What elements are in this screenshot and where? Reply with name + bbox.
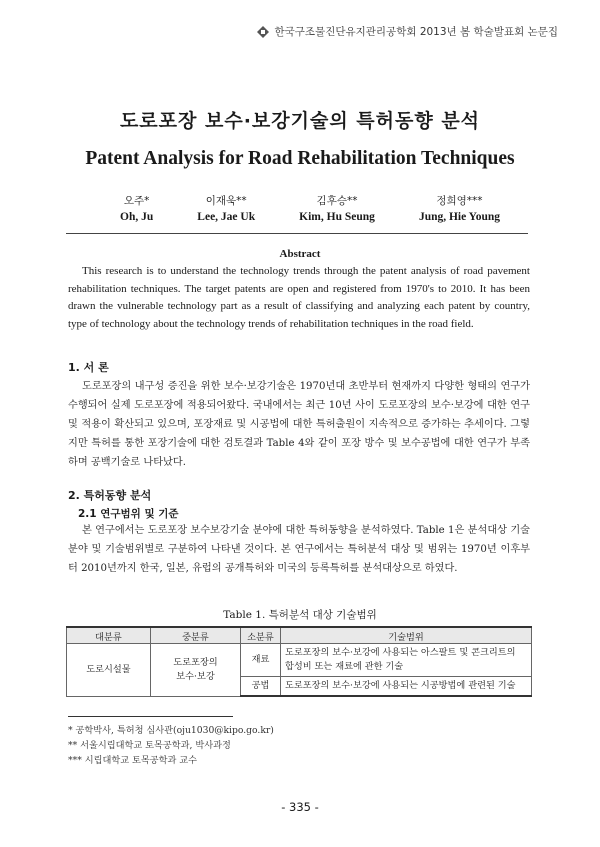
author-name-korean: 이재욱**: [205, 195, 247, 207]
minor-category-cell: 공법: [241, 677, 281, 697]
tech-scope-table: [66, 626, 532, 697]
scope-cell: 도로포장의 보수·보강에 사용되는 아스팔트 및 콘크리트의 합성비 또는 재료에 관한 기술: [281, 644, 532, 677]
footnote: ** 서울시립대학교 토목공학과, 박사과정: [68, 740, 231, 751]
table-header-cell: 기술범위: [281, 627, 532, 644]
author-name-english: Kim, Hu Seung: [299, 211, 375, 223]
society-logo-icon: [256, 25, 270, 39]
table-header-cell: 소분류: [241, 627, 281, 644]
journal-name: 한국구조물진단유지관리공학회 2013년 봄 학술발표회 논문집: [274, 26, 558, 38]
footnote: *** 시립대학교 토목공학과 교수: [68, 755, 198, 766]
abstract-heading: Abstract: [279, 248, 321, 260]
section-heading: 1. 서 론: [68, 361, 109, 374]
table-header-cell: 대분류: [67, 627, 151, 644]
journal-header: [256, 24, 558, 39]
table-header-row: [67, 627, 532, 644]
section-body: 도로포장의 내구성 증진을 위한 보수·보강기술은 1970년대 초반부터 현재까지 다양한 형태의 연구가 수행되어 실제 도로포장에 적용되어왔다. 국내에서는 최근 10년 사이 도로포장의 보수·보강에 대한 연구 및 적용이 확산되고 있으며, 포장재료 및 시공법에 대한 특허출원이 지속적으로 증가하는 추세이다. 그렇지만 특허를 통한 포장기술에 대한 검토결과 Table 4와 같이 포장 방수 및 보수공법에 대한 연구가 부족하며 공백기술로 나타났다.: [68, 381, 530, 468]
subsection-heading: 2.1 연구범위 및 기준: [78, 508, 179, 520]
abstract-text: This research is to understand the technology trends through the patent analysis of road pavement rehabilitation techniques. The target patents are open and registered from 1970's to 2010. It has been drawn the vulnerable technology part as a result of classifying and analyzing each patent by country, type of technology about the technology trends of rehabilitation techniques in the road field.: [68, 265, 530, 330]
author: [197, 193, 255, 223]
author-list: [120, 193, 500, 223]
author-name-korean: 정희영***: [436, 195, 483, 207]
author-divider: [66, 233, 528, 234]
table-row: [67, 644, 532, 677]
section-heading: 2. 특허동향 분석: [68, 489, 152, 502]
scope-cell: 도로포장의 보수·보강에 사용되는 시공방법에 관련된 기술: [281, 677, 532, 697]
section-body: 본 연구에서는 도로포장 보수보강기술 분야에 대한 특허동향을 분석하였다. Table 1은 분석대상 기술분야 및 기술범위별로 구분하여 나타낸 것이다. 본 연구에서는 특허분석 대상 및 범위는 1970년 이후부터 2010년까지 한국, 일본, 유럽의 공개특허와 미국의 등록특허를 분석대상으로 하였다.: [68, 525, 530, 574]
author: [299, 193, 375, 223]
page-number: - 335 -: [281, 800, 319, 814]
footnote: * 공학박사, 특허청 심사관(oju1030@kipo.go.kr): [68, 725, 274, 736]
footnote-divider: [68, 716, 233, 717]
author: [120, 193, 153, 223]
author-name-english: Jung, Hie Young: [418, 211, 500, 223]
table-header-cell: 중분류: [151, 627, 241, 644]
minor-category-cell: 재료: [241, 644, 281, 677]
table-caption: Table 1. 특허분석 대상 기술범위: [223, 609, 377, 621]
author-name-korean: 김후승**: [316, 195, 358, 207]
author-name-korean: 오주*: [123, 195, 150, 207]
author-name-english: Oh, Ju: [120, 211, 154, 223]
paper-title-korean: 도로포장 보수·보강기술의 특허동향 분석: [119, 110, 481, 132]
author: [419, 193, 500, 223]
major-category-cell: 도로시설물: [67, 644, 151, 697]
author-name-english: Lee, Jae Uk: [197, 211, 256, 223]
middle-category-cell: 도로포장의 보수·보강: [151, 644, 241, 697]
paper-title-english: Patent Analysis for Road Rehabilitation Techniques: [85, 148, 515, 169]
